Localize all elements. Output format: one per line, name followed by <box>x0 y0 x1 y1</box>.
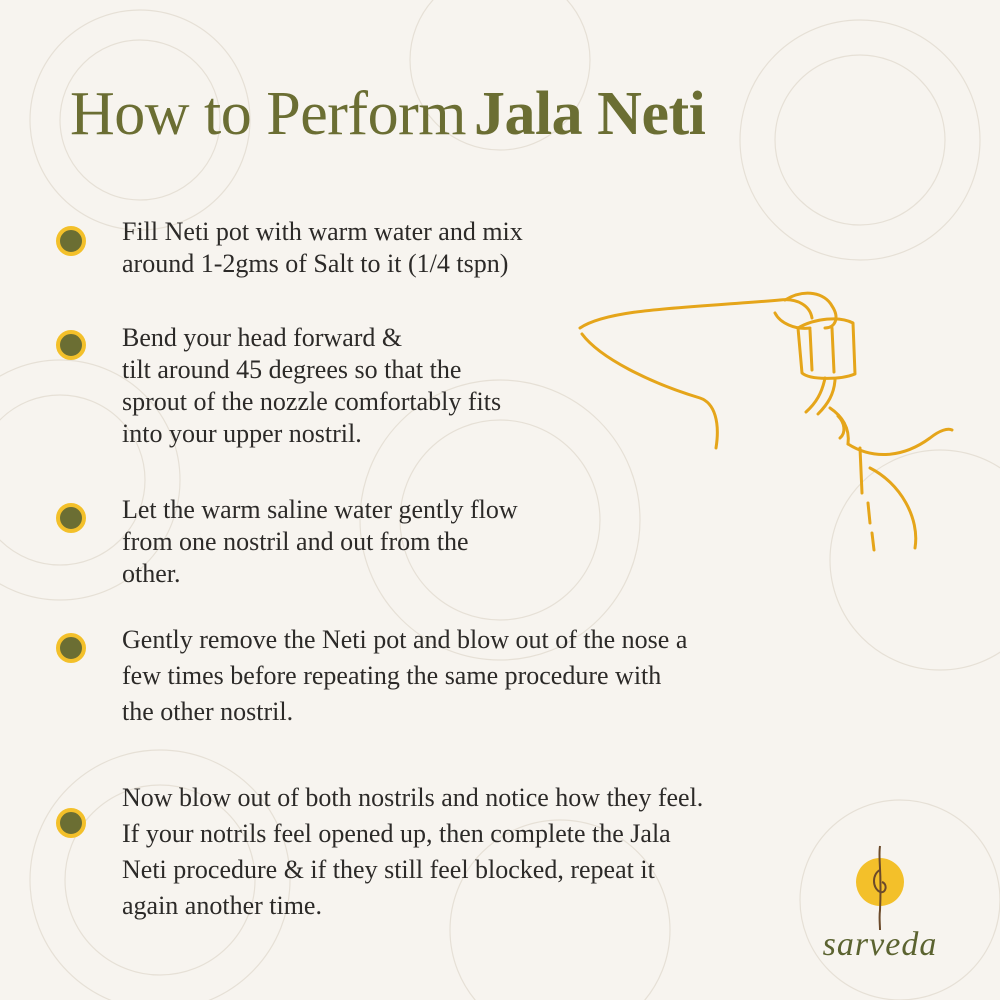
sarveda-logo-icon <box>852 840 908 930</box>
dot-bullet-icon <box>56 330 86 360</box>
dot-bullet-icon <box>56 503 86 533</box>
dot-bullet-icon <box>56 633 86 663</box>
sarveda-logo <box>800 840 960 970</box>
page-title <box>70 78 705 150</box>
neti-pot-illustration <box>570 288 960 568</box>
title-emphasis: Jala Neti <box>473 80 706 148</box>
step-text: Gently remove the Neti pot and blow out of the nose a few times before repeating the same procedure with the other nostril. <box>122 625 688 726</box>
dot-bullet-icon <box>56 808 86 838</box>
title-prefix: How to Perform <box>70 80 466 148</box>
step-text: Now blow out of both nostrils and notice how they feel. If your notrils feel opened up, then complete the Jala Neti procedure & if they still feel blocked, repeat it again another time. <box>122 783 704 920</box>
dot-bullet-icon <box>56 226 86 256</box>
step-text: Fill Neti pot with warm water and mix around 1-2gms of Salt to it (1/4 tspn) <box>122 217 523 278</box>
logo-text: sarveda <box>822 926 938 963</box>
step-text: Let the warm saline water gently flow from one nostril and out from the other. <box>122 495 518 588</box>
step-text: Bend your head forward & tilt around 45 degrees so that the sprout of the nozzle comfortably fits into your upper nostril. <box>122 323 502 448</box>
